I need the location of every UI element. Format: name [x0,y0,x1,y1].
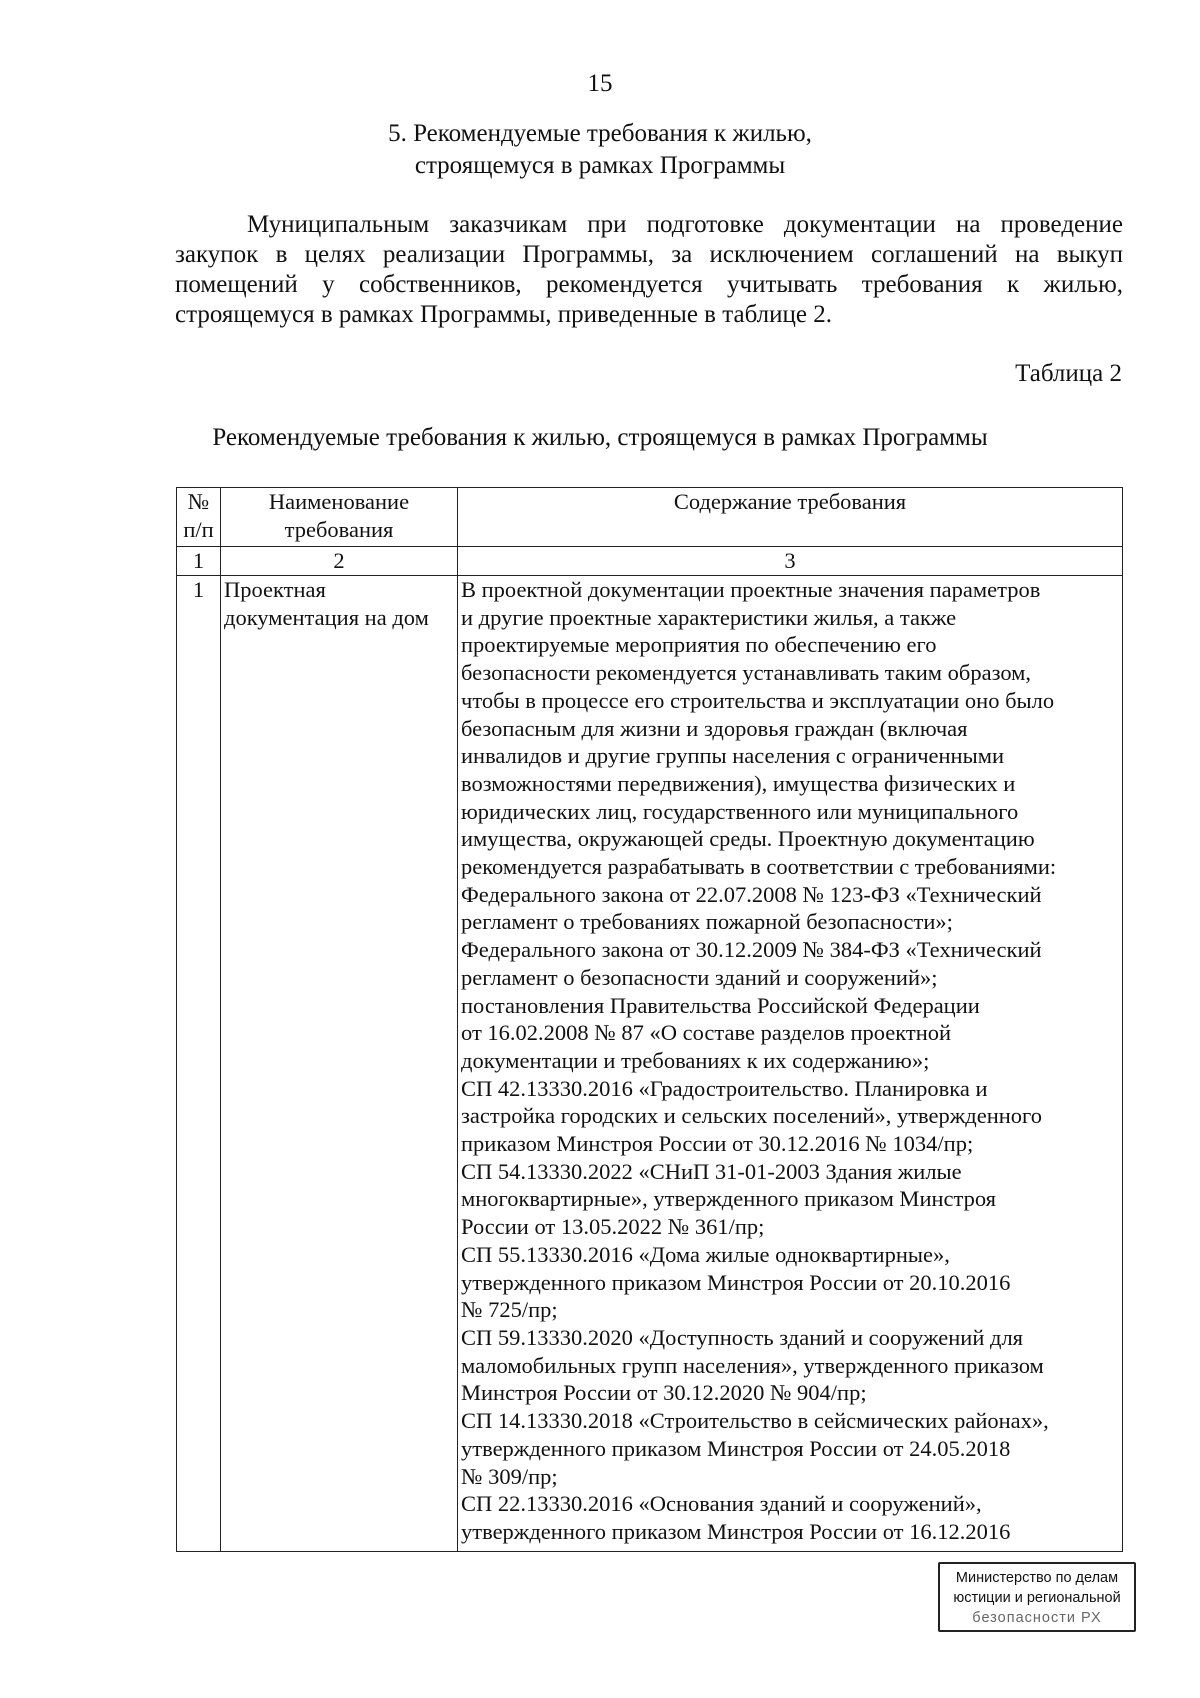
column-number-3: 3 [458,547,1123,576]
requirement-content-line: проектируемые мероприятия по обеспечению его [461,632,937,658]
requirements-table [176,487,1123,1552]
requirement-content-line: СП 55.13330.2016 «Дома жилые одноквартирные», [461,1241,950,1267]
registration-stamp [938,1562,1136,1632]
table-header-row [177,488,1123,547]
requirement-content-line: России от 13.05.2022 № 361/пр; [461,1214,765,1240]
requirement-content-line: приказом Минстроя России от 30.12.2016 № 1034/пр; [461,1131,974,1157]
requirement-content-line: СП 59.13330.2020 «Доступность зданий и сооружений для [461,1324,1024,1350]
stamp-line-2: юстиции и региональной [953,1590,1121,1606]
requirement-name: Проектная документация на дом [221,576,458,1552]
stamp-line-1: Министерство по делам [955,1570,1119,1586]
requirement-content-line: от 16.02.2008 № 87 «О составе разделов проектной [461,1020,952,1046]
section-title [0,118,1200,182]
requirement-content-line: регламент о безопасности зданий и сооружений»; [461,964,938,990]
requirement-content-line: имущества, окружающей среды. Проектную документацию [461,826,1035,852]
table-caption: Рекомендуемые требования к жилью, строящемуся в рамках Программы [212,424,988,451]
requirement-content-line: утвержденного приказом Минстроя России от 24.05.2018 [461,1435,1011,1461]
stamp-line-3: безопасности РХ [972,1610,1102,1626]
requirement-content-line: регламент о требованиях пожарной безопасности»; [461,909,953,935]
section-title-line-1: 5. Рекомендуемые требования к жилью, [388,120,812,147]
table-label: Таблица 2 [1015,360,1122,387]
requirement-content-line: Федерального закона от 30.12.2009 № 384-ФЗ «Технический [461,937,1042,963]
column-number-1: 1 [177,547,221,576]
requirement-content-line: постановления Правительства Российской Федерации [461,992,980,1018]
requirement-content-line: и другие проектные характеристики жилья, а также [461,604,957,630]
header-name: Наименование требования [221,488,458,547]
requirement-content-line: СП 54.13330.2022 «СНиП 31-01-2003 Здания жилые [461,1158,962,1184]
intro-paragraph: Муниципальным заказчикам при подготовке документации на проведение закупок в целях реализации Программы, за исключением соглашений на выкуп помещений у собственников, рекомендуется учитывать требования к жилью, строящемуся в рамках Программы, приведенные в таблице 2. [175,211,1123,328]
requirement-content-line: многоквартирные», утвержденного приказом Минстроя [461,1186,997,1212]
row-number: 1 [177,576,221,1552]
requirement-content-line: возможностями передвижения), имущества физических и [461,770,1016,796]
requirement-content [458,576,1123,1552]
requirement-content-line: застройка городских и сельских поселений», утвержденного [461,1103,1042,1129]
requirement-content-line: безопасным для жизни и здоровья граждан (включая [461,715,968,741]
requirement-content-line: рекомендуется разрабатывать в соответствии с требованиями: [461,854,1057,880]
column-number-row [177,547,1123,576]
requirement-content-line: инвалидов и другие группы населения с ограниченными [461,743,1004,769]
requirement-content-line: Федерального закона от 22.07.2008 № 123-ФЗ «Технический [461,881,1042,907]
requirement-content-line: СП 22.13330.2016 «Основания зданий и сооружений», [461,1491,982,1517]
requirement-content-line: № 725/пр; [461,1297,558,1323]
table-row [177,576,1123,1552]
requirement-content-line: В проектной документации проектные значения параметров [461,577,1041,602]
header-content: Содержание требования [458,488,1123,547]
requirement-content-line: № 309/пр; [461,1463,558,1489]
header-number: № п/п [177,488,221,547]
requirement-content-line: юридических лиц, государственного или муниципального [461,798,1019,824]
requirement-content-line: утвержденного приказом Минстроя России от 20.10.2016 [461,1269,1011,1295]
requirement-content-line: чтобы в процессе его строительства и эксплуатации оно было [461,687,1055,713]
requirement-content-line: СП 42.13330.2016 «Градостроительство. Планировка и [461,1075,988,1101]
section-title-line-2: строящемуся в рамках Программы [414,152,786,179]
requirement-content-line: безопасности рекомендуется устанавливать таким образом, [461,660,1032,686]
requirement-content-line: СП 14.13330.2018 «Строительство в сейсмических районах», [461,1408,1049,1434]
requirement-content-line: маломобильных групп населения», утвержденного приказом [461,1352,1044,1378]
page-number: 15 [587,70,613,97]
column-number-2: 2 [221,547,458,576]
requirement-content-line: документации и требованиях к их содержанию»; [461,1047,930,1073]
requirement-content-line: утвержденного приказом Минстроя России от 16.12.2016 [461,1518,1011,1544]
requirement-content-line: Минстроя России от 30.12.2020 № 904/пр; [461,1380,867,1406]
